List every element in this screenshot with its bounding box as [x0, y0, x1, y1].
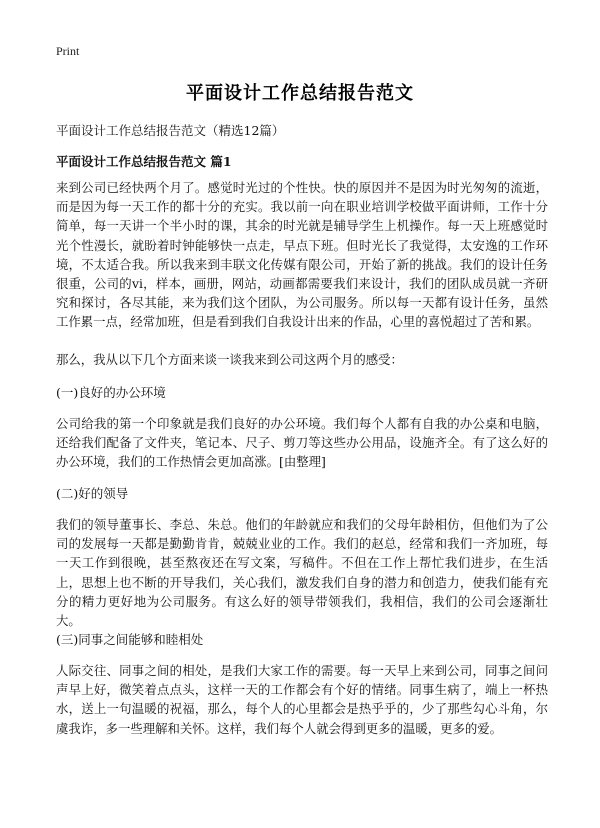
- section-heading: 平面设计工作总结报告范文 篇1: [56, 154, 232, 169]
- print-link[interactable]: Print: [56, 44, 80, 58]
- leadership-paragraph: 我们的领导董事长、李总、朱总。他们的年龄就应和我们的父母年龄相仿，但他们为了公司的发展每一天都是勤勤肯肯，兢兢业业的工作。我们的赵总，经常和我们一齐加班，每一天工作到很晚，甚至熬夜还在写文案，写稿件。不但在工作上帮忙我们进步，在生活上，思想上也不断的开导我们，关心我们，激发我们自身的潜力和创造力，使我们能有充分的精力更好地为公司服务。有这么好的领导带领我们，我相信，我们的公司会逐渐壮大。: [56, 517, 548, 629]
- office-environment-paragraph: 公司给我的第一个印象就是我们良好的办公环境。我们每个人都有自我的办公桌和电脑，还给我们配备了文件夹，笔记本、尺子、剪刀等这些办公用品，设施齐全。有了这么好的办公环境，我们的工作热情会更加高涨。[由整理]: [56, 416, 548, 470]
- page-title: 平面设计工作总结报告范文: [186, 83, 414, 104]
- office-environment-heading: (一)良好的办公环境: [56, 385, 166, 400]
- colleagues-heading: (三)同事之间能够和睦相处: [56, 632, 204, 647]
- transition-paragraph: 那么，我从以下几个方面来谈一谈我来到公司这两个月的感受：: [56, 352, 403, 367]
- leadership-heading: (二)好的领导: [56, 486, 129, 501]
- document-subtitle: 平面设计工作总结报告范文（精选12篇）: [56, 123, 285, 138]
- colleagues-paragraph: 人际交往、同事之间的相处，是我们大家工作的需要。每一天早上来到公司，同事之间问声早上好，微笑着点点头，这样一天的工作都会有个好的情绪。同事生病了，端上一杯热水，送上一句温暖的祝福，那么，每个人的心里都会是热乎乎的，少了那些勾心斗角，尔虞我诈，多一些理解和关怀。这样，我们每个人就会得到更多的温暖，更多的爱。: [56, 663, 548, 736]
- intro-paragraph: 来到公司已经快两个月了。感觉时光过的个性快。快的原因并不是因为时光匆匆的流逝，而是因为每一天工作的都十分的充实。我以前一向在职业培训学校做平面讲师，工作十分简单，每一天讲一个半小时的课，其余的时光就是辅导学生上机操作。每一天上班感觉时光个性漫长，就盼着时钟能够快一点走，早点下班。但时光长了我觉得，太安逸的工作环境，不太适合我。所以我来到丰联文化传媒有限公司，开始了新的挑战。我们的设计任务很重，公司的vi，样本，画册，网站，动画都需要我们来设计，我们的团队成员就一齐研究和探讨，各尽其能，来为我们这个团队，为公司服务。所以每一天都有设计任务，虽然工作累一点，经常加班，但是看到我们自我设计出来的作品，心里的喜悦超过了苦和累。: [56, 180, 548, 330]
